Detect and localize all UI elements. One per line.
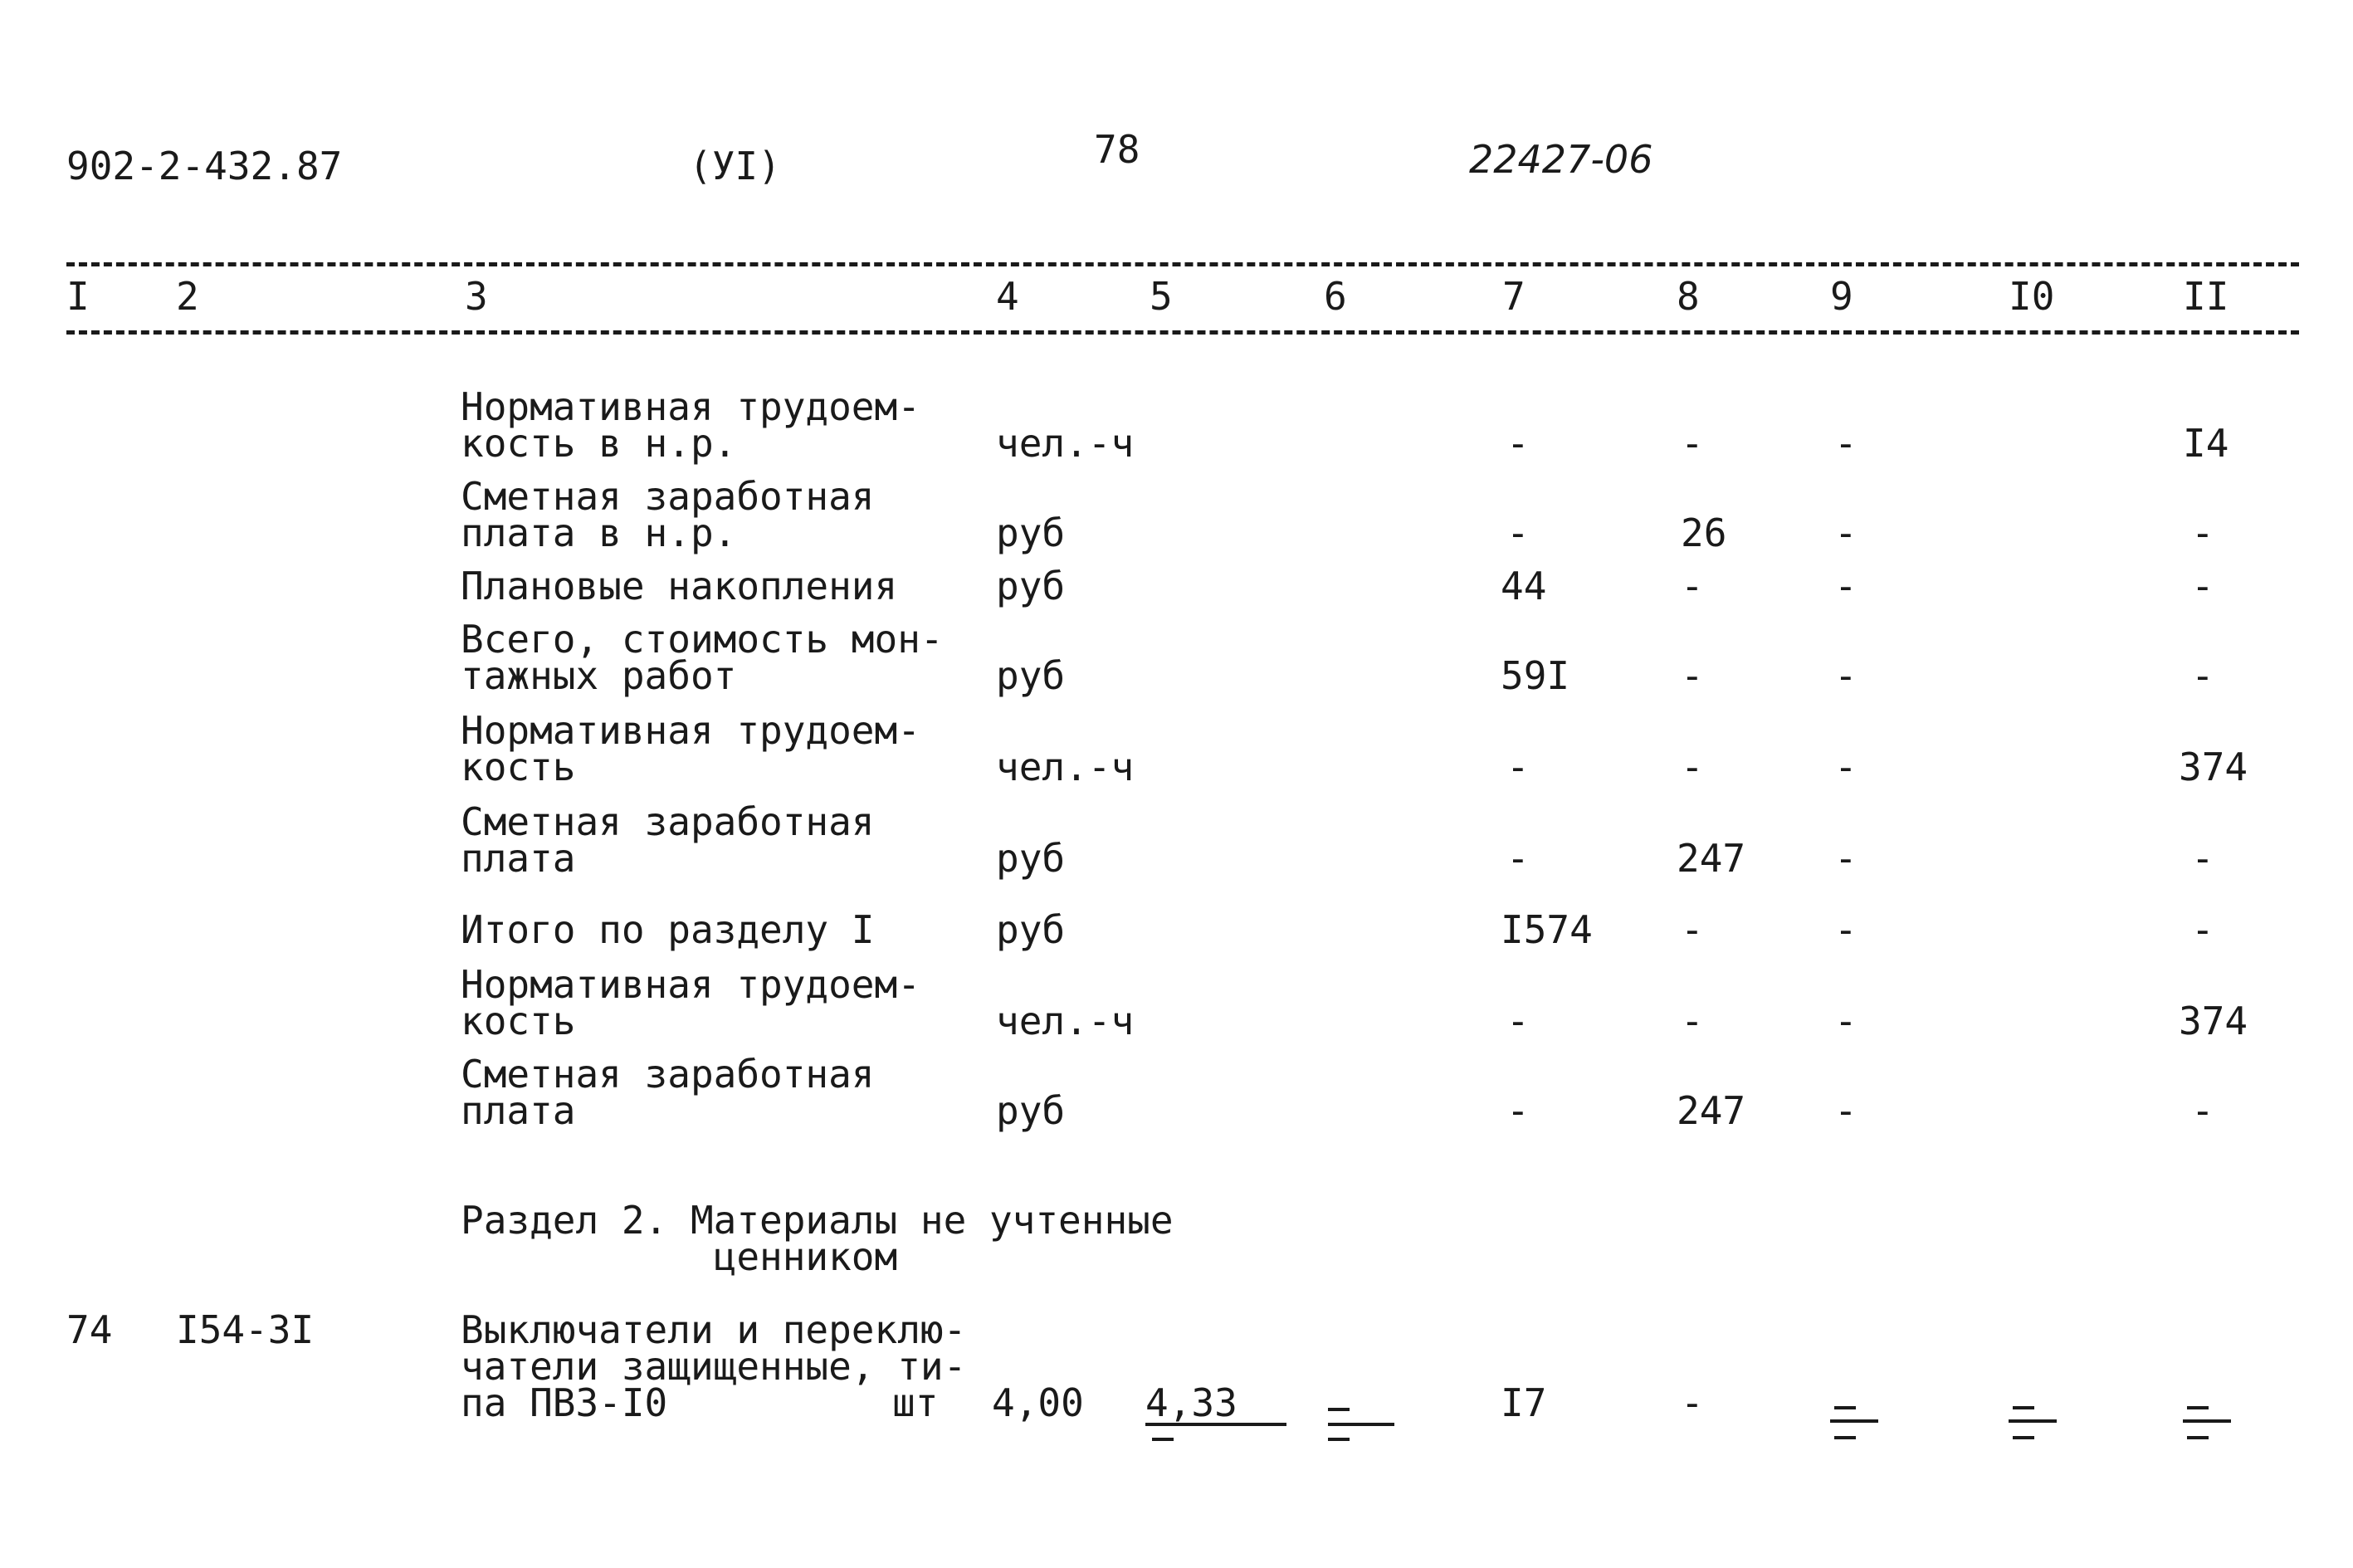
column-number: 8 (1677, 274, 1700, 319)
row-col11: - (2191, 653, 2214, 698)
row-col5: 4,33 (1145, 1380, 1238, 1425)
row-col8: - (1681, 1380, 1704, 1425)
col9-sub-dash (1834, 1436, 1856, 1439)
row-unit: руб (996, 907, 1066, 952)
document-code: 902-2-432.87 (66, 144, 343, 188)
row-col7: - (1506, 745, 1530, 789)
row-description: Нормативная трудоем- кость в н.р. (461, 384, 920, 466)
row-col9: - (1834, 510, 1858, 555)
row-col8: - (1681, 653, 1704, 698)
row-col9: - (1834, 836, 1858, 881)
row-col11: - (2191, 836, 2214, 881)
page-number: 78 (1094, 127, 1140, 172)
row-col8: - (1681, 564, 1704, 608)
col10-sub-dash (2013, 1406, 2034, 1409)
row-col7: - (1506, 836, 1530, 881)
col9-sub-dash (1834, 1406, 1856, 1409)
row-col7: 44 (1501, 564, 1547, 608)
row-col7: - (1506, 999, 1530, 1043)
item-code: I54-3I (176, 1307, 315, 1352)
column-number: 3 (465, 274, 488, 319)
row-description: Нормативная трудоем- кость (461, 708, 920, 789)
row-col9: - (1834, 564, 1858, 608)
row-col7: I574 (1501, 907, 1593, 952)
row-col11: 374 (2179, 745, 2248, 789)
row-col11: - (2191, 907, 2214, 952)
row-col7: I7 (1501, 1380, 1547, 1425)
handwritten-code: 22427-06 (1469, 137, 1653, 182)
row-col9: - (1834, 421, 1858, 466)
column-number: I0 (2009, 274, 2055, 319)
row-col7: 59I (1501, 653, 1570, 698)
row-unit: чел.-ч (996, 421, 1135, 466)
col10-dash (2009, 1419, 2057, 1423)
column-number: 2 (176, 274, 199, 319)
col11-sub-dash (2187, 1406, 2209, 1409)
column-number: 9 (1830, 274, 1853, 319)
row-unit: чел.-ч (996, 745, 1135, 789)
col5-underline (1145, 1423, 1286, 1426)
row-unit: руб (996, 653, 1066, 698)
row-col8: - (1681, 745, 1704, 789)
row-col9: - (1834, 653, 1858, 698)
row-description: Сметная заработная плата (461, 799, 875, 881)
header-dashed-rule (66, 330, 2299, 335)
row-col8: 26 (1681, 510, 1727, 555)
col6-sub-dash (1328, 1408, 1350, 1411)
row-description: Выключатели и переклю- чатели защищенные, ти- па ПВЗ-I0 (461, 1307, 967, 1425)
row-unit: руб (996, 1088, 1066, 1133)
row-col11: I4 (2183, 421, 2229, 466)
row-col7: - (1506, 510, 1530, 555)
row-unit: руб (996, 836, 1066, 881)
row-description: Сметная заработная плата (461, 1052, 875, 1133)
row-unit: чел.-ч (996, 999, 1135, 1043)
top-dashed-rule (66, 262, 2299, 266)
row-col11: - (2191, 564, 2214, 608)
col9-dash (1830, 1419, 1878, 1423)
row-description: Всего, стоимость мон- тажных работ (461, 617, 944, 698)
column-number: I (66, 274, 90, 319)
col6-sub-dash (1328, 1438, 1350, 1441)
item-number: 74 (66, 1307, 113, 1352)
column-number: 7 (1502, 274, 1526, 319)
row-col9: - (1834, 1088, 1858, 1133)
col10-sub-dash (2013, 1436, 2034, 1439)
row-unit: руб (996, 510, 1066, 555)
row-col7: - (1506, 1088, 1530, 1133)
section-heading: Раздел 2. Материалы не учтенные ценником (461, 1198, 1174, 1279)
row-col4: 4,00 (992, 1380, 1084, 1425)
row-col7: - (1506, 421, 1530, 466)
row-description: Плановые накопления (461, 564, 898, 608)
row-col8: 247 (1677, 1088, 1746, 1133)
row-col8: 247 (1677, 836, 1746, 881)
column-number: 6 (1324, 274, 1347, 319)
col11-sub-dash (2187, 1436, 2209, 1439)
row-unit: шт (892, 1380, 939, 1425)
row-col9: - (1834, 999, 1858, 1043)
column-number: II (2183, 274, 2229, 319)
row-col11: - (2191, 1088, 2214, 1133)
row-col11: 374 (2179, 999, 2248, 1043)
row-col8: - (1681, 421, 1704, 466)
part-label: (УI) (689, 144, 781, 188)
row-description: Итого по разделу I (461, 907, 875, 952)
col11-dash (2183, 1419, 2231, 1423)
col6-dash (1328, 1423, 1394, 1426)
row-col8: - (1681, 999, 1704, 1043)
row-description: Нормативная трудоем- кость (461, 962, 920, 1043)
row-col8: - (1681, 907, 1704, 952)
row-unit: руб (996, 564, 1066, 608)
row-col9: - (1834, 745, 1858, 789)
row-col11: - (2191, 510, 2214, 555)
column-number: 4 (996, 274, 1019, 319)
row-col9: - (1834, 907, 1858, 952)
col5-sub-dash (1152, 1438, 1174, 1441)
row-description: Сметная заработная плата в н.р. (461, 474, 875, 555)
column-number: 5 (1150, 274, 1173, 319)
